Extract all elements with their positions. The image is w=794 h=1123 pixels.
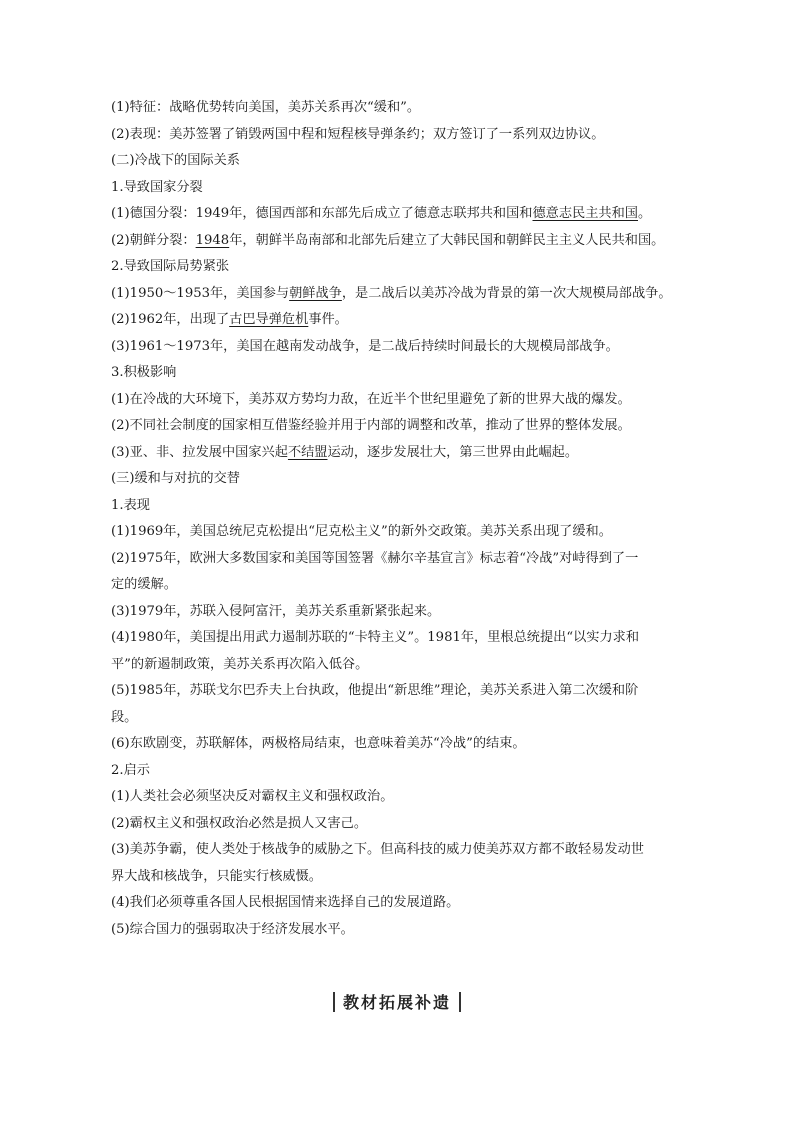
underlined-term: 朝鲜战争	[289, 285, 342, 301]
text-line: (3)美苏争霸，使人类处于核战争的威胁之下。但高科技的威力使美苏双方都不敢轻易发动世	[111, 842, 644, 857]
text-line: 界大战和核战争，只能实行核威慑。	[111, 868, 322, 884]
text-span: 运动，逐步发展壮大，第三世界由此崛起。	[327, 444, 579, 460]
text-line	[111, 440, 686, 467]
underlined-term: 德意志民主共和国	[532, 206, 638, 221]
text-line: (2)霸权主义和强权政治必然是损人又害己。	[111, 815, 368, 831]
text-span: (2)朝鲜分裂：	[111, 232, 196, 248]
text-line	[111, 281, 686, 308]
text-line: 平”的新遏制政策，美苏关系再次陷入低谷。	[111, 656, 369, 672]
text-line	[111, 201, 686, 228]
item-heading: 1.表现	[111, 497, 150, 513]
left-divider-bar	[333, 992, 335, 1012]
underlined-term: 1948	[195, 232, 230, 248]
text-line: (1)特征：战略优势转向美国，美苏关系再次“缓和”。	[111, 100, 421, 115]
text-line: (3)1979年，苏联入侵阿富汗，美苏关系重新紧张起来。	[111, 603, 441, 619]
text-line: (2)1975年，欧洲大多数国家和美国等国签署《赫尔辛基宣言》标志着“冷战”对峙得到了一	[111, 550, 639, 566]
text-line: (1)1969年，美国总统尼克松提出“尼克松主义”的新外交政策。美苏关系出现了缓和。	[111, 524, 612, 539]
text-span: 。	[638, 206, 652, 221]
item-heading: 3.积极影响	[111, 365, 177, 380]
text-line: 段。	[111, 709, 138, 725]
item-heading: 2.启示	[111, 762, 150, 778]
subsection-heading: (二)冷战下的国际关系	[111, 153, 240, 168]
text-line: (5)综合国力的强弱取决于经济发展水平。	[111, 921, 354, 937]
text-line: (5)1985年，苏联戈尔巴乔夫上台执政，他提出“新思维”理论，美苏关系进入第二次缓和阶	[111, 683, 639, 698]
item-heading: 1.导致国家分裂	[111, 179, 203, 195]
subsection-heading: (三)缓和与对抗的交替	[111, 471, 240, 486]
document-body	[111, 95, 686, 943]
text-line: (3)1961～1973年，美国在越南发动战争，是二战后持续时间最长的大规模局部战争。	[111, 338, 619, 354]
text-span: 事件。	[308, 312, 348, 327]
text-span: 年，朝鲜半岛南部和北部先后建立了大韩民国和朝鲜民主主义人民共和国。	[229, 232, 665, 248]
item-heading: 2.导致国际局势紧张	[111, 259, 230, 274]
text-span: (1)德国分裂：1949年，德国西部和东部先后成立了德意志联邦共和国和	[111, 206, 533, 221]
text-line: (1)人类社会必须坚决反对霸权主义和强权政治。	[111, 789, 394, 804]
text-span: (1)1950～1953年，美国参与	[111, 285, 290, 301]
text-line: (2)表现：美苏签署了销毁两国中程和短程核导弹条约；双方签订了一系列双边协议。	[111, 126, 605, 142]
text-line: (1)在冷战的大环境下，美苏双方势均力敌，在近半个世纪里避免了新的世界大战的爆发。	[111, 391, 631, 407]
text-line	[111, 307, 686, 334]
underlined-term: 不结盟	[287, 444, 328, 460]
text-span: ，是二战后以美苏冷战为背景的第一次大规模局部战争。	[341, 285, 672, 301]
underlined-term: 古巴导弹危机	[229, 312, 309, 327]
text-line: (2)不同社会制度的国家相互借鉴经验并用于内部的调整和改革，推动了世界的整体发展。	[111, 418, 631, 433]
text-line: 定的缓解。	[111, 577, 177, 592]
text-line: (6)东欧剧变，苏联解体，两极格局结束，也意味着美苏“冷战”的结束。	[111, 736, 526, 751]
text-line	[111, 228, 686, 255]
text-line: (4)我们必须尊重各国人民根据国情来选择自己的发展道路。	[111, 895, 460, 910]
right-divider-bar	[459, 992, 461, 1012]
text-span: (3)亚、非、拉发展中国家兴起	[111, 444, 288, 460]
text-span: (2)1962年，出现了	[111, 312, 230, 327]
section-heading-banner	[0, 990, 794, 1013]
text-line: (4)1980年，美国提出用武力遏制苏联的“卡特主义”。1981年，里根总统提出“以实力求和	[111, 630, 640, 645]
section-heading: 教材拓展补遗	[342, 993, 451, 1012]
